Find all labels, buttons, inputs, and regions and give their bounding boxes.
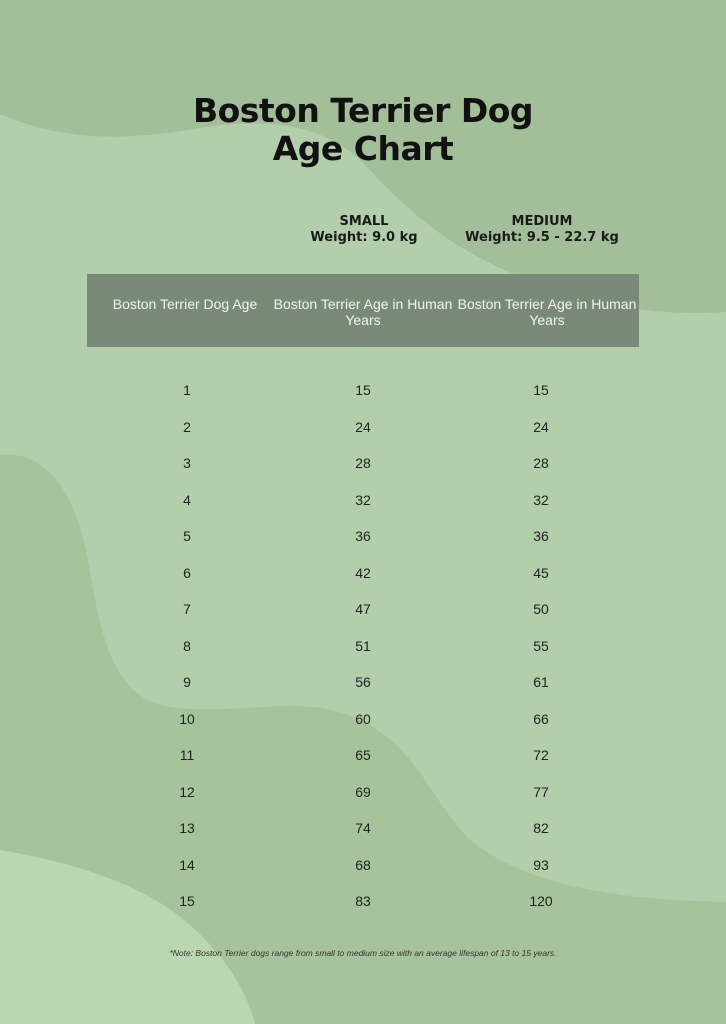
cell-small-years: 32 [355,491,371,508]
table-row [0,445,726,482]
medium-size-name: MEDIUM [511,214,573,229]
table-row [0,372,726,409]
cell-dog-age: 2 [183,418,191,435]
table-row [0,701,726,738]
table-row [0,847,726,884]
cell-dog-age: 7 [183,601,191,617]
cell-medium-years: 32 [533,491,549,508]
size-small-label [274,214,454,246]
cell-small-years: 36 [355,528,371,544]
cell-medium-years: 77 [533,783,549,800]
cell-medium-years: 61 [533,674,549,690]
table-row [0,518,726,555]
header-small-human-years: Boston Terrier Age in Human Years [273,296,453,328]
table-header [87,274,639,347]
cell-small-years: 51 [355,637,371,654]
cell-small-years: 60 [355,710,371,727]
table-body [0,372,726,920]
cell-small-years: 83 [355,893,371,909]
cell-medium-years: 15 [533,382,549,398]
table-row [0,628,726,665]
size-medium-label [452,214,632,246]
cell-medium-years: 36 [533,528,549,544]
table-row [0,555,726,592]
table-row [0,883,726,920]
cell-medium-years: 120 [529,893,553,909]
page-title [0,92,726,168]
cell-small-years: 15 [355,382,371,398]
cell-medium-years: 45 [533,564,549,581]
cell-small-years: 47 [355,601,371,617]
cell-medium-years: 82 [533,820,549,836]
cell-small-years: 69 [355,783,371,800]
cell-small-years: 28 [355,455,371,471]
cell-small-years: 56 [355,674,371,690]
cell-dog-age: 12 [179,783,195,800]
cell-dog-age: 15 [179,893,195,909]
cell-dog-age: 6 [183,564,191,581]
cell-dog-age: 5 [183,528,191,544]
table-row [0,409,726,446]
cell-medium-years: 50 [533,601,549,617]
small-size-weight: Weight: 9.0 kg [310,230,418,245]
cell-small-years: 24 [355,418,371,435]
table-row [0,774,726,811]
header-medium-human-years: Boston Terrier Age in Human Years [457,296,637,328]
small-size-name: SMALL [339,214,389,229]
cell-medium-years: 24 [533,418,549,435]
cell-dog-age: 3 [183,455,191,471]
cell-small-years: 42 [355,564,371,581]
cell-small-years: 68 [355,856,371,873]
cell-medium-years: 66 [533,710,549,727]
cell-medium-years: 72 [533,747,549,763]
cell-dog-age: 14 [179,856,195,873]
table-row [0,810,726,847]
cell-small-years: 65 [355,747,371,763]
table-row [0,591,726,628]
footnote: *Note: Boston Terrier dogs range from small to medium size with an average lifespan of 13 to 15 years. [169,948,557,958]
cell-dog-age: 1 [183,382,191,398]
medium-size-weight: Weight: 9.5 - 22.7 kg [465,230,619,245]
cell-medium-years: 55 [533,637,549,654]
cell-dog-age: 11 [179,747,195,763]
title-line-1: Boston Terrier Dog [192,91,534,130]
cell-dog-age: 13 [179,820,195,836]
cell-dog-age: 10 [179,710,195,727]
table-row [0,737,726,774]
cell-dog-age: 4 [183,491,191,508]
header-dog-age: Boston Terrier Dog Age [112,296,258,312]
cell-dog-age: 8 [183,637,191,654]
title-line-2: Age Chart [272,129,454,168]
cell-medium-years: 28 [533,455,549,471]
table-row [0,482,726,519]
cell-small-years: 74 [355,820,371,836]
cell-dog-age: 9 [183,674,191,690]
cell-medium-years: 93 [533,856,549,873]
table-row [0,664,726,701]
